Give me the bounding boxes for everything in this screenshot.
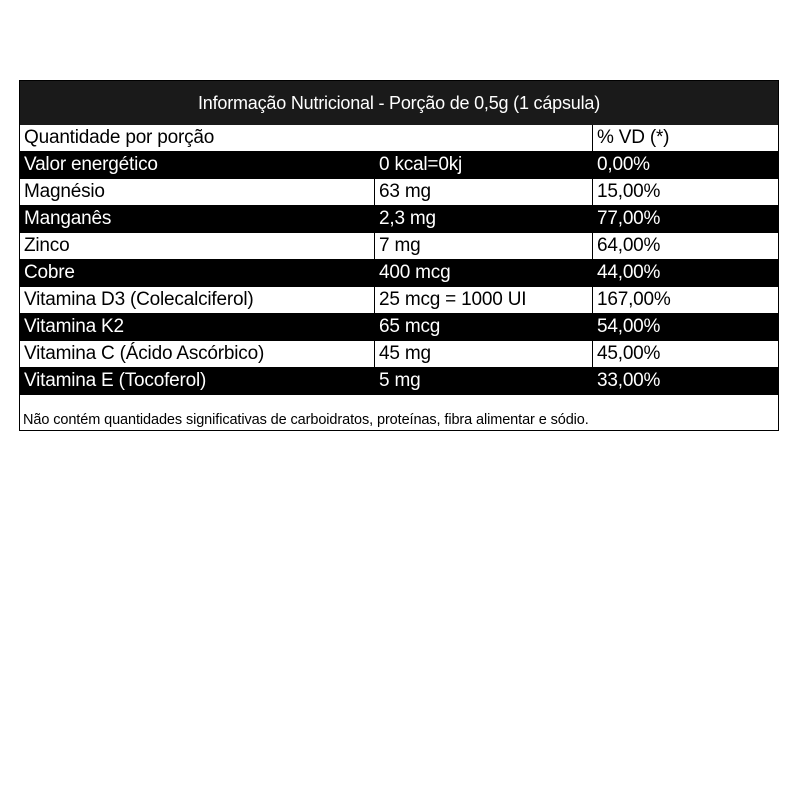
nutrient-name: Zinco (24, 235, 70, 256)
table-row (20, 367, 778, 394)
nutrient-daily-value: 167,00% (592, 287, 778, 313)
nutrient-daily-value: 33,00% (592, 368, 778, 394)
table-row (20, 313, 778, 340)
table-row (20, 178, 778, 205)
nutrient-daily-value: 64,00% (592, 233, 778, 259)
nutrient-amount: 0 kcal=0kj (374, 152, 592, 178)
nutrient-name: Valor energético (24, 154, 158, 175)
nutrient-daily-value: 44,00% (592, 260, 778, 286)
nutrient-amount: 2,3 mg (374, 206, 592, 232)
nutrient-daily-value: 77,00% (592, 206, 778, 232)
quantity-per-serving-label: Quantidade por porção (24, 127, 215, 148)
nutrition-facts-table (19, 80, 779, 431)
table-row (20, 205, 778, 232)
daily-value-label: % VD (*) (592, 125, 778, 151)
nutrient-daily-value: 0,00% (592, 152, 778, 178)
nutrient-daily-value: 54,00% (592, 314, 778, 340)
table-footnote: Não contém quantidades significativas de carboidratos, proteínas, fibra alimentar e sódio. (20, 394, 778, 445)
nutrient-amount: 5 mg (374, 368, 592, 394)
table-row (20, 151, 778, 178)
nutrient-name: Vitamina D3 (Colecalciferol) (24, 289, 254, 310)
table-row (20, 286, 778, 313)
nutrient-daily-value: 45,00% (592, 341, 778, 367)
table-row (20, 340, 778, 367)
nutrient-amount: 45 mg (374, 341, 592, 367)
nutrient-amount: 63 mg (374, 179, 592, 205)
table-title: Informação Nutricional - Porção de 0,5g (1 cápsula) (20, 81, 778, 125)
nutrient-name: Manganês (24, 208, 112, 229)
nutrient-name: Cobre (24, 262, 75, 283)
table-row (20, 259, 778, 286)
nutrient-amount: 25 mcg = 1000 UI (374, 287, 592, 313)
nutrient-amount: 65 mcg (374, 314, 592, 340)
table-row (20, 232, 778, 259)
nutrient-amount: 7 mg (374, 233, 592, 259)
nutrient-name: Vitamina K2 (24, 316, 124, 337)
nutrient-name: Magnésio (24, 181, 105, 202)
nutrient-name: Vitamina C (Ácido Ascórbico) (24, 343, 265, 364)
nutrient-amount: 400 mcg (374, 260, 592, 286)
nutrient-daily-value: 15,00% (592, 179, 778, 205)
table-header-row (20, 125, 778, 151)
nutrient-name: Vitamina E (Tocoferol) (24, 370, 207, 391)
